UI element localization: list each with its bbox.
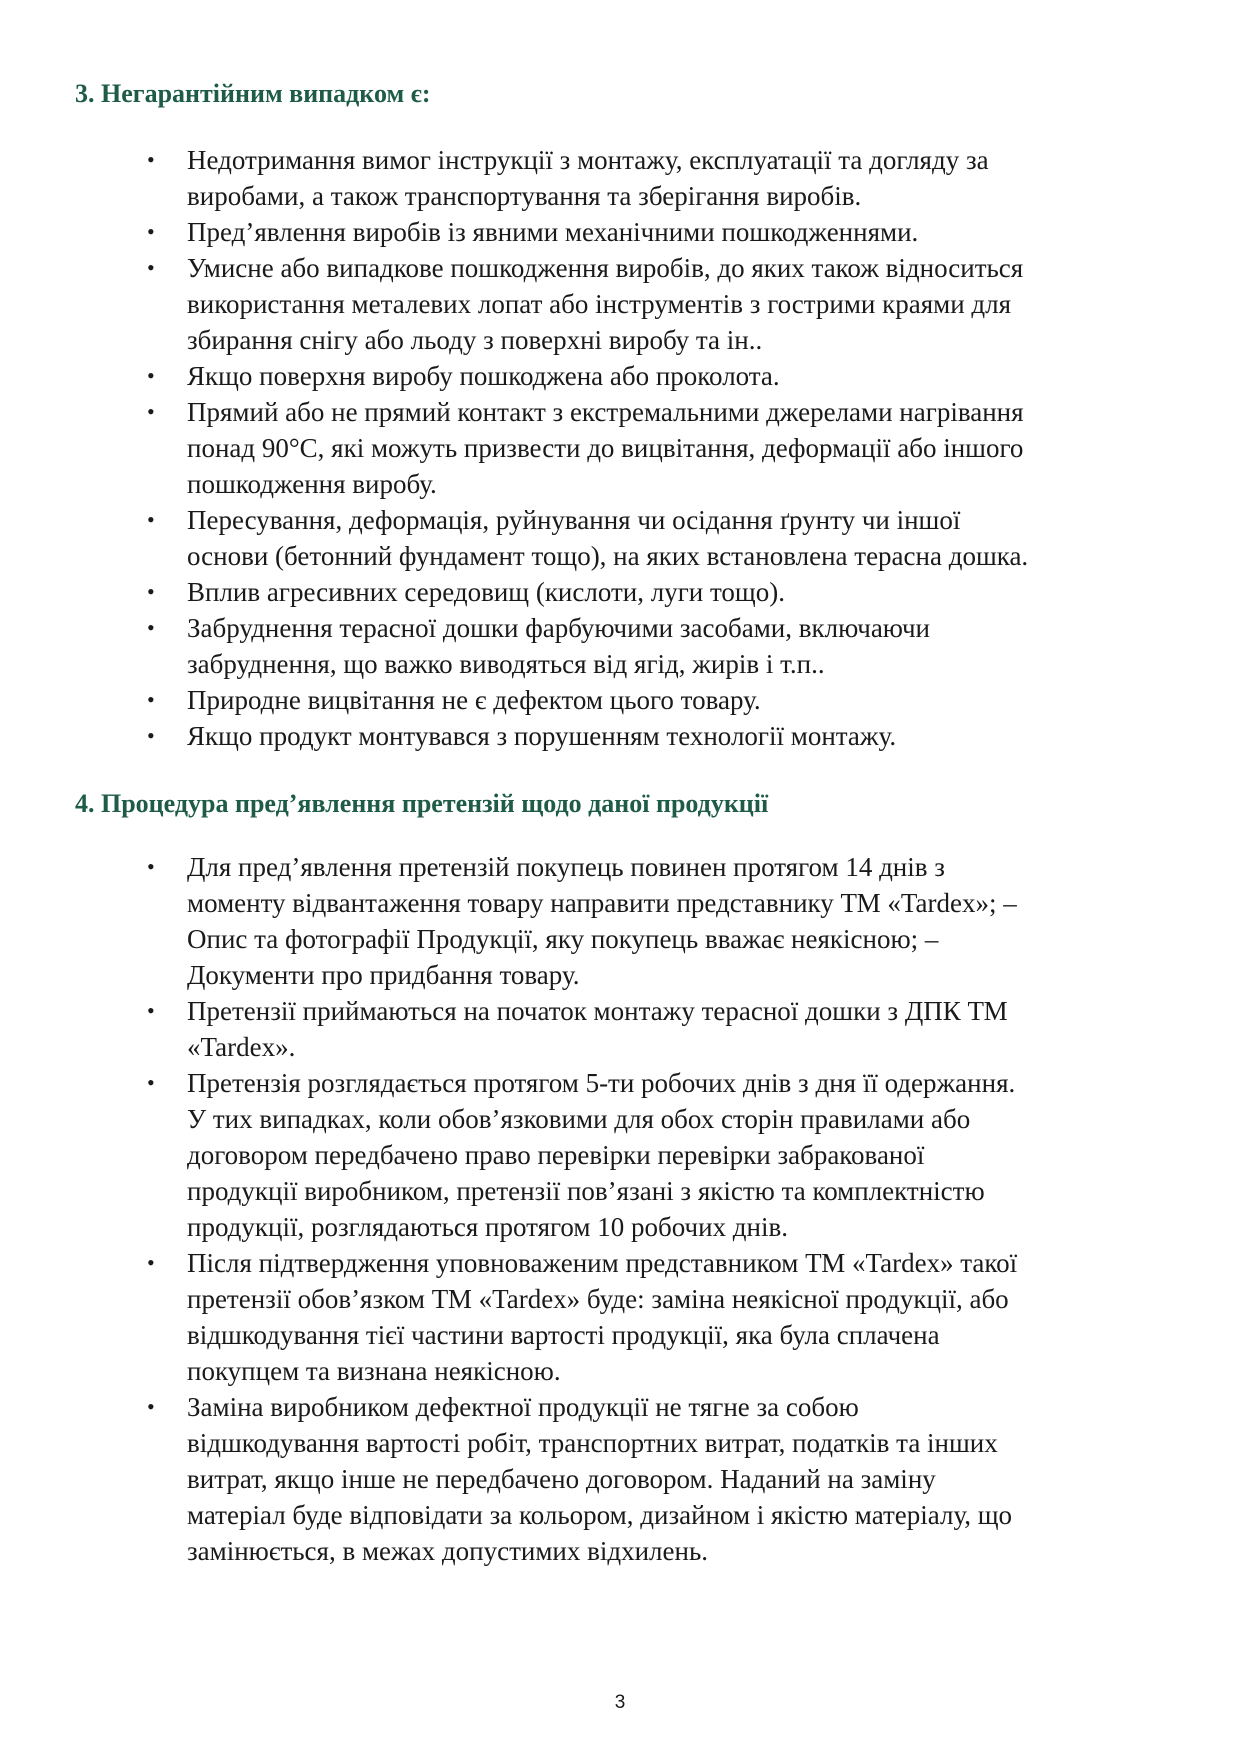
bullet-icon: •	[147, 579, 155, 604]
list-item-line: використання металевих лопат або інструментів з гострими краями для	[187, 289, 1012, 319]
bullet-icon: •	[147, 219, 155, 244]
list-item-line: відшкодування вартості робіт, транспортних витрат, податків та інших	[187, 1428, 998, 1458]
section-4-bullet-list	[0, 849, 1240, 1569]
list-item-line: Пред’явлення виробів із явними механічними пошкодженнями.	[187, 217, 919, 247]
list-item-line: продукції, розглядаються протягом 10 робочих днів.	[187, 1212, 788, 1242]
list-item-line: «Tardex».	[187, 1032, 296, 1062]
bullet-icon: •	[147, 147, 155, 172]
list-item-text	[187, 394, 1172, 502]
list-item-text	[187, 358, 1172, 394]
list-item	[0, 1065, 1172, 1245]
list-item-line: Претензія розглядається протягом 5-ти робочих днів з дня її одержання.	[187, 1068, 1016, 1098]
list-item-line: основи (бетонний фундамент тощо), на яких встановлена терасна дошка.	[187, 541, 1029, 571]
list-item-text	[187, 574, 1172, 610]
list-item	[0, 1389, 1172, 1569]
list-item-line: Документи про придбання товару.	[187, 960, 580, 990]
bullet-icon: •	[147, 255, 155, 280]
list-item-line: збирання снігу або льоду з поверхні виробу та ін..	[187, 325, 763, 355]
list-item	[0, 358, 1172, 394]
list-item	[0, 250, 1172, 358]
section-3-bullet-list	[0, 142, 1240, 754]
list-item-text	[187, 214, 1172, 250]
list-item-text	[187, 610, 1172, 682]
list-item-text	[187, 682, 1172, 718]
list-item-line: замінюється, в межах допустимих відхилень.	[187, 1536, 709, 1566]
list-item-line: Для пред’явлення претензій покупець повинен протягом 14 днів з	[187, 852, 945, 882]
list-item-line: Забруднення терасної дошки фарбуючими засобами, включаючи	[187, 613, 930, 643]
list-item-line: Прямий або не прямий контакт з екстремальними джерелами нагрівання	[187, 397, 1024, 427]
list-item-line: Претензії приймаються на початок монтажу терасної дошки з ДПК ТМ	[187, 996, 1008, 1026]
list-item	[0, 718, 1172, 754]
list-item	[0, 610, 1172, 682]
list-item-line: витрат, якщо інше не передбачено договором. Наданий на заміну	[187, 1464, 936, 1494]
bullet-icon: •	[147, 507, 155, 532]
bullet-icon: •	[147, 723, 155, 748]
list-item-line: понад 90°С, які можуть призвести до вицвітання, деформації або іншого	[187, 433, 1024, 463]
bullet-icon: •	[147, 998, 155, 1023]
list-item-line: покупцем та визнана неякісною.	[187, 1356, 561, 1386]
list-item-line: Після підтвердження уповноваженим представником ТМ «Tardex» такої	[187, 1248, 1018, 1278]
list-item-line: Вплив агресивних середовищ (кислоти, луги тощо).	[187, 577, 785, 607]
list-item-line: У тих випадках, коли обов’язковими для обох сторін правилами або	[187, 1104, 971, 1134]
list-item-line: претензії обов’язком ТМ «Tardex» буде: заміна неякісної продукції, або	[187, 1284, 1009, 1314]
list-item-text	[187, 718, 1172, 754]
list-item-line: забруднення, що важко виводяться від ягід, жирів і т.п..	[187, 649, 825, 679]
list-item-line: Якщо поверхня виробу пошкоджена або проколота.	[187, 361, 780, 391]
bullet-icon: •	[147, 1250, 155, 1275]
list-item-line: Природне вицвітання не є дефектом цього товару.	[187, 685, 761, 715]
bullet-icon: •	[147, 399, 155, 424]
list-item-line: пошкодження виробу.	[187, 469, 437, 499]
list-item	[0, 993, 1172, 1065]
section-4-heading: 4. Процедура пред’явлення претензій щодо даної продукції	[75, 789, 769, 818]
list-item-text	[187, 849, 1172, 993]
list-item	[0, 394, 1172, 502]
list-item-text	[187, 502, 1172, 574]
list-item-line: Опис та фотографії Продукції, яку покупець вважає неякісною; –	[187, 924, 939, 954]
list-item	[0, 849, 1172, 993]
list-item-text	[187, 1065, 1172, 1245]
list-item-text	[187, 1389, 1172, 1569]
list-item-line: Заміна виробником дефектної продукції не тягне за собою	[187, 1392, 859, 1422]
section-3-heading: 3. Негарантійним випадком є:	[75, 79, 431, 108]
list-item-line: Умисне або випадкове пошкодження виробів, до яких також відноситься	[187, 253, 1024, 283]
page-number: 3	[614, 1692, 626, 1713]
list-item	[0, 502, 1172, 574]
list-item-line: матеріал буде відповідати за кольором, дизайном і якістю матеріалу, що	[187, 1500, 1013, 1530]
list-item	[0, 682, 1172, 718]
list-item-line: відшкодування тієї частини вартості продукції, яка була сплачена	[187, 1320, 940, 1350]
bullet-icon: •	[147, 687, 155, 712]
list-item-line: договором передбачено право перевірки перевірки забракованої	[187, 1140, 925, 1170]
list-item-line: Пересування, деформація, руйнування чи осідання ґрунту чи іншої	[187, 505, 961, 535]
list-item-line: Якщо продукт монтувався з порушенням технології монтажу.	[187, 721, 897, 751]
list-item	[0, 142, 1172, 214]
bullet-icon: •	[147, 854, 155, 879]
bullet-icon: •	[147, 363, 155, 388]
bullet-icon: •	[147, 1070, 155, 1095]
list-item-line: продукції виробником, претензії пов’язані з якістю та комплектністю	[187, 1176, 985, 1206]
list-item-line: виробами, а також транспортування та зберігання виробів.	[187, 181, 862, 211]
bullet-icon: •	[147, 1394, 155, 1419]
list-item	[0, 574, 1172, 610]
list-item	[0, 1245, 1172, 1389]
list-item	[0, 214, 1172, 250]
bullet-icon: •	[147, 615, 155, 640]
list-item-text	[187, 250, 1172, 358]
list-item-line: Недотримання вимог інструкції з монтажу, експлуатації та догляду за	[187, 145, 989, 175]
list-item-line: моменту відвантаження товару направити представнику ТМ «Tardex»; –	[187, 888, 1017, 918]
list-item-text	[187, 993, 1172, 1065]
list-item-text	[187, 142, 1172, 214]
list-item-text	[187, 1245, 1172, 1389]
